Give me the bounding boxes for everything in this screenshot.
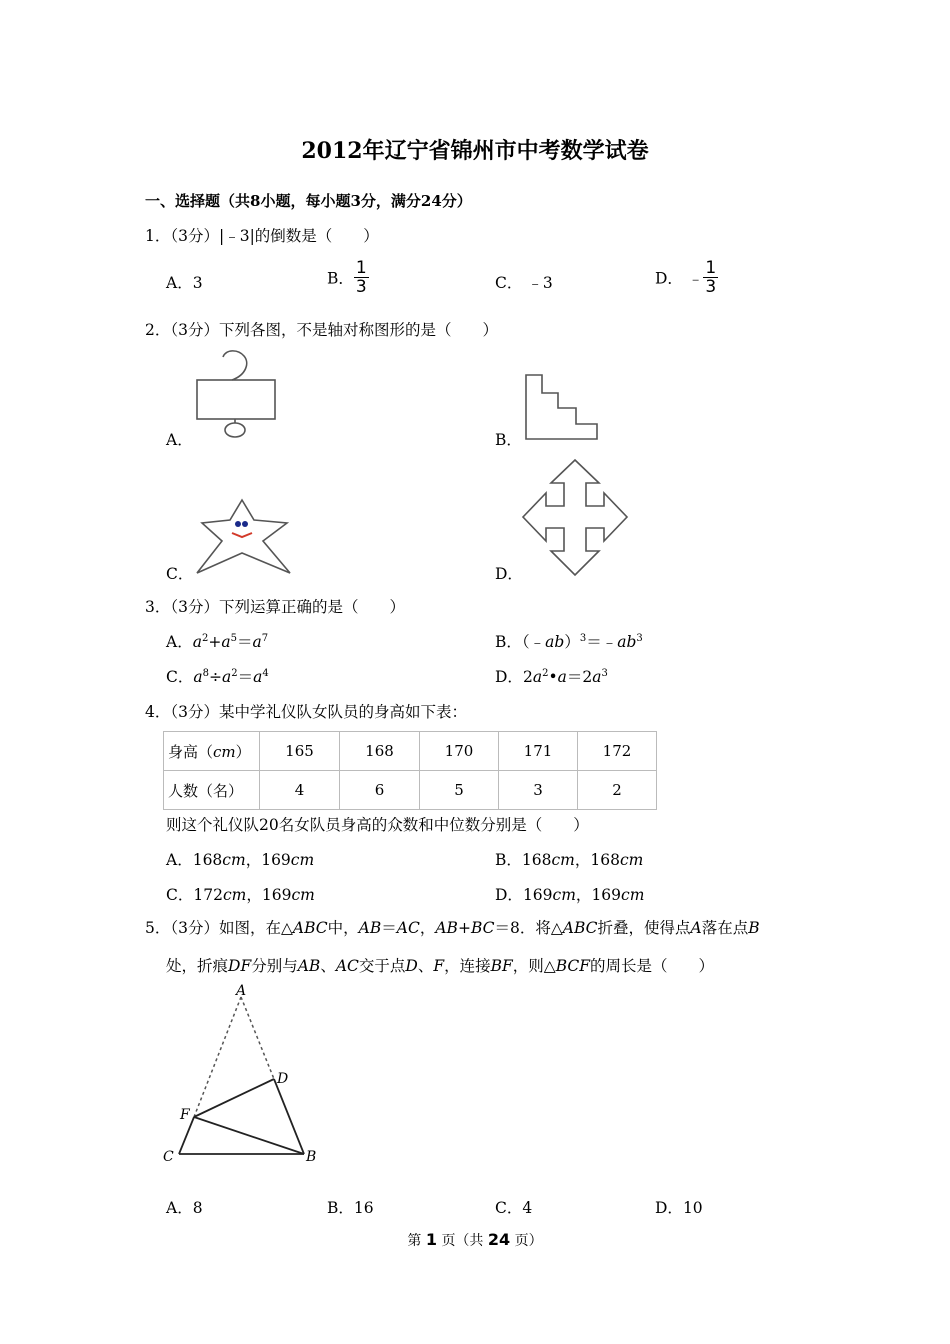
- vertex-label-a: A: [236, 983, 247, 999]
- question-text: 下列运算正确的是（ ）: [219, 598, 406, 616]
- q1-option-b[interactable]: B． $\frac{1}{3}$: [327, 258, 367, 297]
- question-4: [145, 700, 467, 722]
- vertex-label-b: B: [306, 1149, 317, 1165]
- q1-option-d[interactable]: D． ﹣ $\frac{1}{3}$: [655, 258, 717, 297]
- table-header-cell: 人数（名）: [164, 771, 260, 810]
- question-score: （3分）: [170, 227, 219, 245]
- table-cell: 165: [260, 732, 340, 771]
- total-pages: 24: [487, 1230, 511, 1249]
- fraction: $\frac{1}{3}$: [355, 258, 367, 297]
- page-footer: 第 1 页（共 24 页）: [407, 1230, 543, 1249]
- page-title: 2012年辽宁省锦州市中考数学试卷: [301, 138, 649, 164]
- question-5-continued: 处，折痕DF分别与AB、AC交于点D、F，连接BF，则△BCF的周长是（ ）: [166, 957, 715, 975]
- triangle-figure: [160, 980, 325, 1170]
- q3-option-c[interactable]: C．$a^8\div a^2=a^4$: [166, 667, 269, 686]
- table-header-cell: 身高（cm）: [164, 732, 260, 771]
- table-cell: 4: [260, 771, 340, 810]
- question-2: [145, 318, 498, 340]
- table-cell: 168: [340, 732, 420, 771]
- four-arrow-figure: [520, 455, 632, 580]
- question-3: [145, 595, 405, 617]
- q2-option-b[interactable]: B．: [495, 431, 522, 449]
- question-score: （3分）: [170, 919, 219, 937]
- question-score: （3分）: [170, 703, 219, 721]
- vertex-label-f: F: [180, 1107, 190, 1123]
- q3-option-a[interactable]: A．$a^2+a^5=a^7$: [166, 632, 269, 651]
- page-number: 1: [425, 1230, 437, 1249]
- q2-option-a[interactable]: A．: [166, 431, 193, 449]
- table-cell: 172: [578, 732, 657, 771]
- question-followup: 则这个礼仪队20名女队员身高的众数和中位数分别是（ ）: [166, 816, 589, 834]
- q1-option-c[interactable]: C． ﹣3: [495, 274, 553, 292]
- q4-option-b[interactable]: B．168cm，168cm: [495, 851, 644, 869]
- table-cell: 171: [499, 732, 578, 771]
- question-text: 某中学礼仪队女队员的身高如下表：: [219, 703, 468, 721]
- question-score: （3分）: [170, 321, 219, 339]
- question-5: [145, 916, 760, 938]
- staircase-figure: [520, 370, 605, 445]
- table-cell: 6: [340, 771, 420, 810]
- q2-option-d[interactable]: D．: [495, 565, 523, 583]
- q3-option-b[interactable]: B．$(﹣ab)^3=﹣ab^3$: [495, 632, 643, 651]
- q2-option-c[interactable]: C．: [166, 565, 194, 583]
- table-cell: 170: [420, 732, 499, 771]
- question-number: 1．: [145, 227, 171, 245]
- q5-option-b[interactable]: B．16: [327, 1199, 374, 1217]
- question-text: |﹣3|的倒数是（ ）: [219, 227, 379, 245]
- question-score: （3分）: [170, 598, 219, 616]
- q1-option-a[interactable]: A．3: [166, 274, 203, 292]
- table-cell: 2: [578, 771, 657, 810]
- star-figure: [190, 495, 295, 580]
- question-1: [145, 224, 379, 246]
- fraction: $\frac{1}{3}$: [705, 258, 717, 297]
- question-number: 2．: [145, 321, 171, 339]
- table-cell: 3: [499, 771, 578, 810]
- q4-option-c[interactable]: C．172cm，169cm: [166, 886, 315, 904]
- question-text: 下列各图，不是轴对称图形的是（ ）: [219, 321, 499, 339]
- q5-option-a[interactable]: A．8: [166, 1199, 203, 1217]
- q3-option-d[interactable]: D．$2a^2•a=2a^3$: [495, 667, 608, 686]
- q4-option-d[interactable]: D．169cm，169cm: [495, 886, 645, 904]
- question-number: 5．: [145, 919, 171, 937]
- vertex-label-d: D: [277, 1071, 289, 1087]
- q4-option-a[interactable]: A．168cm，169cm: [166, 851, 315, 869]
- table-row: [164, 771, 657, 810]
- q5-option-c[interactable]: C．4: [495, 1199, 533, 1217]
- table-cell: 5: [420, 771, 499, 810]
- vertex-label-c: C: [163, 1149, 174, 1165]
- height-table: [163, 731, 657, 810]
- question-text: 如图，在△ABC中，AB＝AC，AB+BC＝8．将△ABC折叠，使得点A落在点B: [219, 919, 760, 937]
- question-number: 4．: [145, 703, 171, 721]
- section-heading: 一、选择题（共8小题，每小题3分，满分24分）: [145, 192, 472, 210]
- q5-option-d[interactable]: D．10: [655, 1199, 703, 1217]
- hook-figure: [190, 345, 285, 445]
- question-number: 3．: [145, 598, 171, 616]
- table-row: [164, 732, 657, 771]
